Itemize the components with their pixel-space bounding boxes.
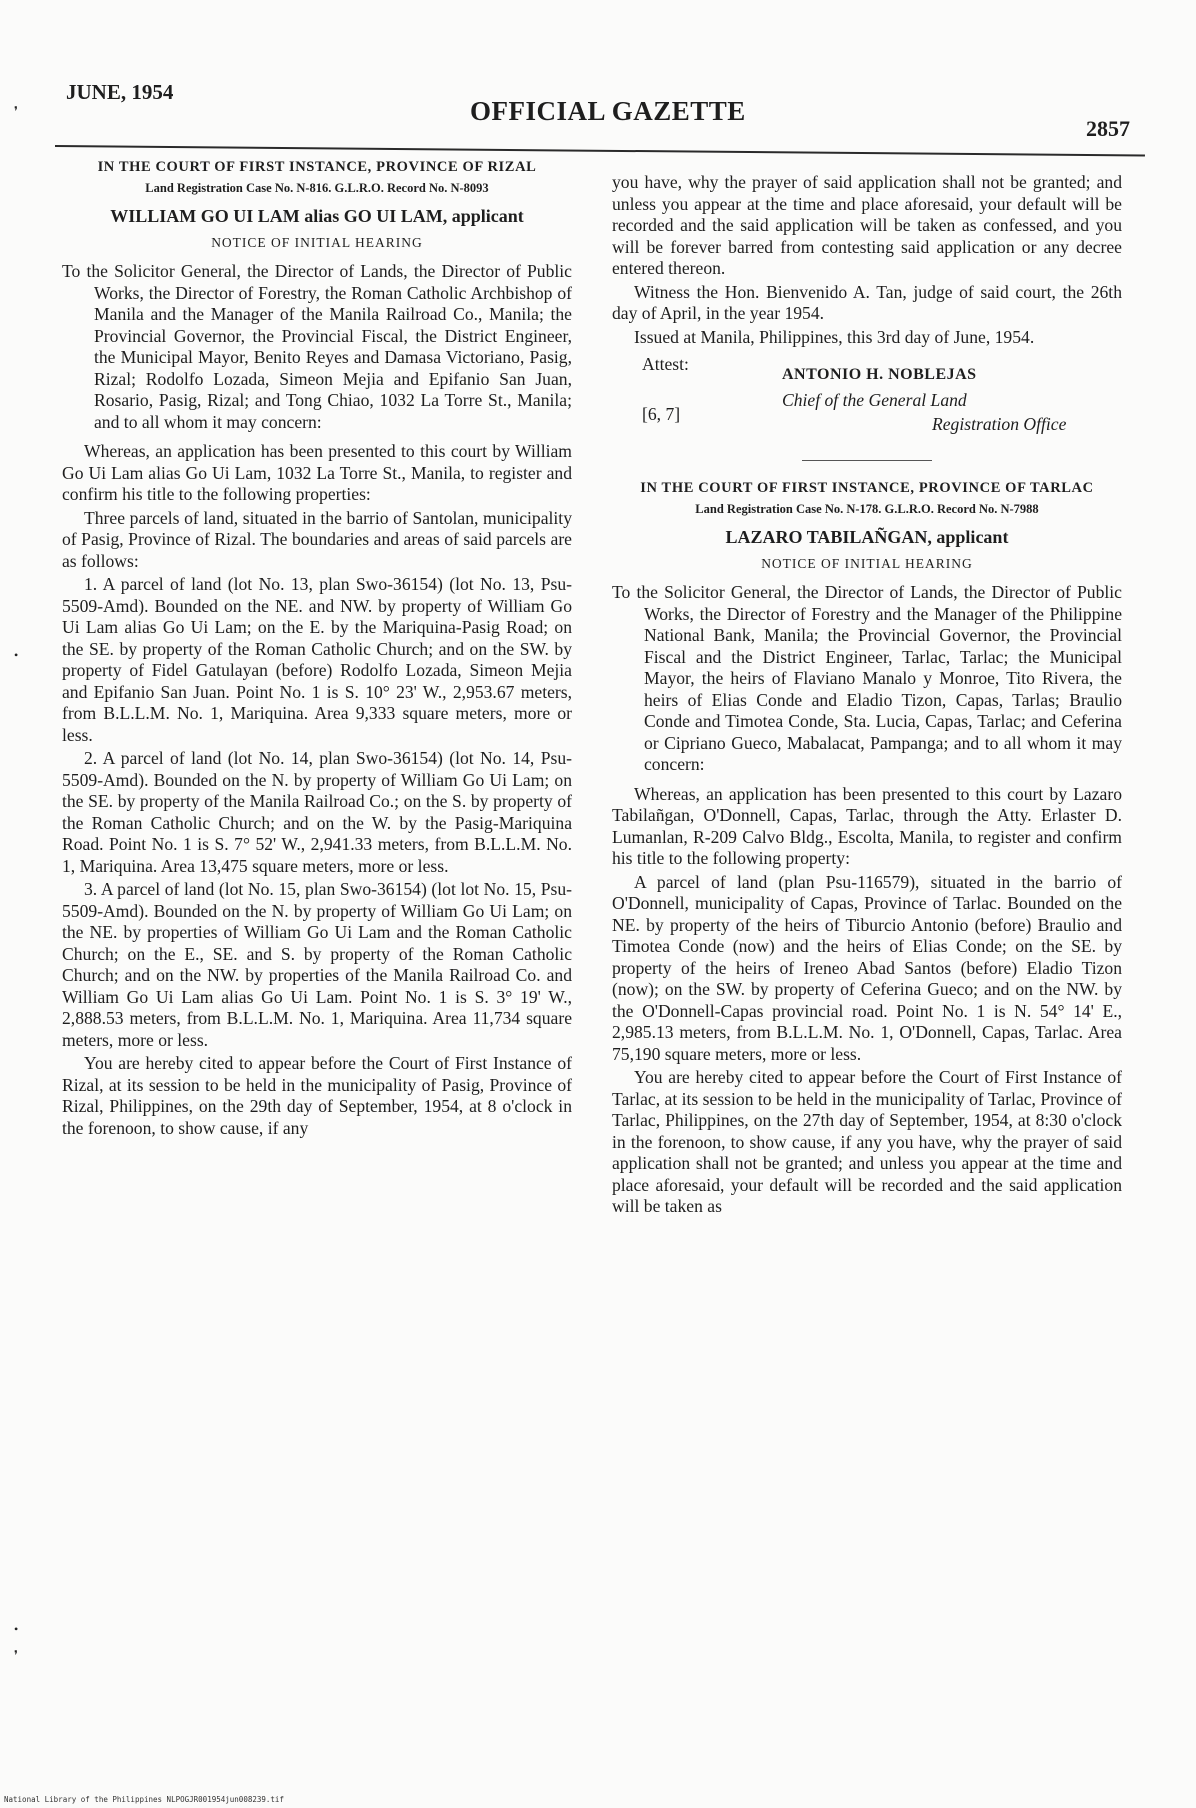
- parcel-2-paragraph: 2. A parcel of land (lot No. 14, plan Swo-36154) (lot No. 14, Psu-5509-Amd). Bounded on the N. by property of William Go Ui Lam; on the SE. by property of the Manila Railroad Co.; on the S. by property of the Roman Catholic Church; and on the W. by the Pasig-Mariquina Road. Point No. 1 is S. 7° 52' W., 2,941.33 meters, from B.L.L.M. No. 1, Mariquina. Area 13,475 square meters, more or less.: [62, 748, 572, 876]
- court-heading: IN THE COURT OF FIRST INSTANCE, PROVINCE OF RIZAL: [97, 159, 537, 175]
- whereas-paragraph: Whereas, an application has been presented to this court by Lazaro Tabilañgan, O'Donnell, Capas, Tarlac, through the Atty. Erlaster D. Lumanlan, R-209 Calvo Bldg., Escolta, Manila, to register and confirm his title to the following property:: [612, 783, 1122, 868]
- whereas-paragraph: Whereas, an application has been presented to this court by William Go Ui Lam alias Go Ui Lam, 1032 La Torre St., Manila, to register and confirm his title to the following properties:: [62, 441, 572, 504]
- court-heading: IN THE COURT OF FIRST INSTANCE, PROVINCE OF TARLAC: [640, 480, 1094, 496]
- signer-name: ANTONIO H. NOBLEJAS: [782, 366, 977, 383]
- case-number: Land Registration Case No. N-816. G.L.R.O. Record No. N-8093: [145, 181, 489, 195]
- addressees-paragraph: To the Solicitor General, the Director of Lands, the Director of Public Works, the Director of Forestry, the Roman Catholic Archbishop of Manila and the Manager of the Manila Railroad Co., Manila; the Provincial Governor, the Provincial Fiscal, the District Engineer, the Municipal Mayor, Benito Reyes and Damasa Victoriano, Pasig, Rizal; Rodolfo Lozada, Simeon Mejia and Epifanio San Juan, Rosario, Pasig, Rizal; and Tong Chiao, 1032 La Torre St., Manila; and to all whom it may concern:: [62, 261, 572, 432]
- left-column: [62, 150, 572, 1141]
- scan-mark: •: [14, 648, 19, 662]
- citation-paragraph: You are hereby cited to appear before the Court of First Instance of Tarlac, at its session to be held in the municipality of Tarlac, Province of Tarlac, Philippines, on the 27th day of September, 1954, at 8:30 o'clock in the forenoon, to show cause, if any you have, why the prayer of said application shall not be granted; and unless you appear at the time and place aforesaid, your default will be recorded and the said application will be taken as: [612, 1067, 1122, 1216]
- applicant-line: WILLIAM GO UI LAM alias GO UI LAM, applicant: [110, 206, 524, 226]
- citation-paragraph: You are hereby cited to appear before the Court of First Instance of Rizal, at its session to be held in the municipality of Pasig, Province of Rizal, Philippines, on the 29th day of September, 1954, at 8 o'clock in the forenoon, to show cause, if any: [62, 1053, 572, 1138]
- witness-paragraph: Witness the Hon. Bienvenido A. Tan, judge of said court, the 26th day of April, in the year 1954.: [612, 281, 1122, 323]
- notice-title: NOTICE OF INITIAL HEARING: [761, 555, 973, 571]
- applicant-line: LAZARO TABILAÑGAN, applicant: [725, 527, 1009, 547]
- notice-separator: [802, 460, 932, 461]
- publication-reference: [6, 7]: [642, 404, 681, 424]
- scan-mark: ❜: [14, 1648, 18, 1662]
- signer-title-line-2: Registration Office: [932, 414, 1067, 434]
- issued-paragraph: Issued at Manila, Philippines, this 3rd day of June, 1954.: [634, 326, 1035, 347]
- scan-mark: •: [14, 1622, 19, 1636]
- signer-title-line-1: Chief of the General Land: [782, 390, 967, 410]
- addressees-paragraph: To the Solicitor General, the Director of Lands, the Director of Public Works, the Director of Forestry and the Manager of the Philippine National Bank, Manila; the Provincial Governor, the Provincial Fiscal and the District Engineer, Tarlac, Tarlac; the Municipal Mayor, the heirs of Flaviano Manalo y Monroe, Tito Rivera, the heirs of Elias Conde and Eladio Tizon, Capas, Tarlas; Braulio Conde and Timotea Conde, Sta. Lucia, Capas, Tarlac; and Ceferina or Cipriano Gueco, Mabalacat, Pampanga; and to all whom it may concern:: [612, 582, 1122, 774]
- publication-title: OFFICIAL GAZETTE: [470, 96, 746, 126]
- attest-label: Attest:: [642, 354, 689, 374]
- parcel-paragraph: A parcel of land (plan Psu-116579), situated in the barrio of O'Donnell, municipality of Capas, Province of Tarlac. Bounded on the NE. by property of the heirs of Tiburcio Antonio (before) Braulio and Timotea Conde (now) and the heirs of Elias Conde; on the SE. by property of the heirs of Ireneo Abad Santos (before) Eladio Tizon (now); on the SW. by property of Ceferina Gueco; and on the NW. by the O'Donnell-Capas provincial road. Point No. 1 is N. 54° 14' E., 2,985.13 meters, from B.L.L.M. No. 1, O'Donnell, Capas, Tarlac. Area 75,190 square meters, more or less.: [612, 871, 1122, 1064]
- parcel-3-paragraph: 3. A parcel of land (lot No. 15, plan Swo-36154) (lot lot No. 15, Psu-5509-Amd). Bounded on the N. by property of William Go Ui Lam; on the NE. by properties of William Go Ui Lam and the Roman Catholic Church; on the E., SE. and S. by property of the Roman Catholic Church; and on the NW. by properties of the Manila Railroad Co. and William Go Ui Lam alias Go Ui Lam. Point No. 1 is S. 3° 19' W., 2,888.53 meters, from B.L.L.M. No. 1, Mariquina. Area 11,734 square meters, more or less.: [62, 879, 572, 1050]
- scan-mark: ❜: [14, 104, 18, 118]
- citation-continued-paragraph: you have, why the prayer of said application shall not be granted; and unless you appear at the time and place aforesaid, your default will be recorded and the said application will be taken as confessed, and you will be forever barred from contesting said application or any decree entered thereon.: [612, 172, 1122, 278]
- attestation-block: [612, 354, 1122, 450]
- scan-source-footer: National Library of the Philippines NLPOGJR001954jun008239.tif: [4, 1795, 284, 1804]
- parcels-intro-paragraph: Three parcels of land, situated in the barrio of Santolan, municipality of Pasig, Province of Rizal. The boundaries and areas of said parcels are as follows:: [62, 507, 572, 571]
- case-number: Land Registration Case No. N-178. G.L.R.O. Record No. N-7988: [695, 502, 1039, 516]
- right-column: [612, 172, 1122, 1220]
- page-number: 2857: [1086, 116, 1130, 141]
- parcel-1-paragraph: 1. A parcel of land (lot No. 13, plan Swo-36154) (lot No. 13, Psu-5509-Amd). Bounded on the NE. and NW. by property of William Go Ui Lam alias Go Ui Lam; on the E. by the Mariquina-Pasig Road; on the SE. by property of the Roman Catholic Church; and on the SW. by property of Fidel Gatulayan (before) Rodolfo Lozada, Simeon Mejia and Epifanio San Juan. Point No. 1 is S. 10° 23' W., 2,953.67 meters, from B.L.L.M. No. 1, Mariquina. Area 9,333 square meters, more or less.: [62, 574, 572, 745]
- issue-date: JUNE, 1954: [66, 80, 174, 104]
- notice-title: NOTICE OF INITIAL HEARING: [211, 234, 423, 250]
